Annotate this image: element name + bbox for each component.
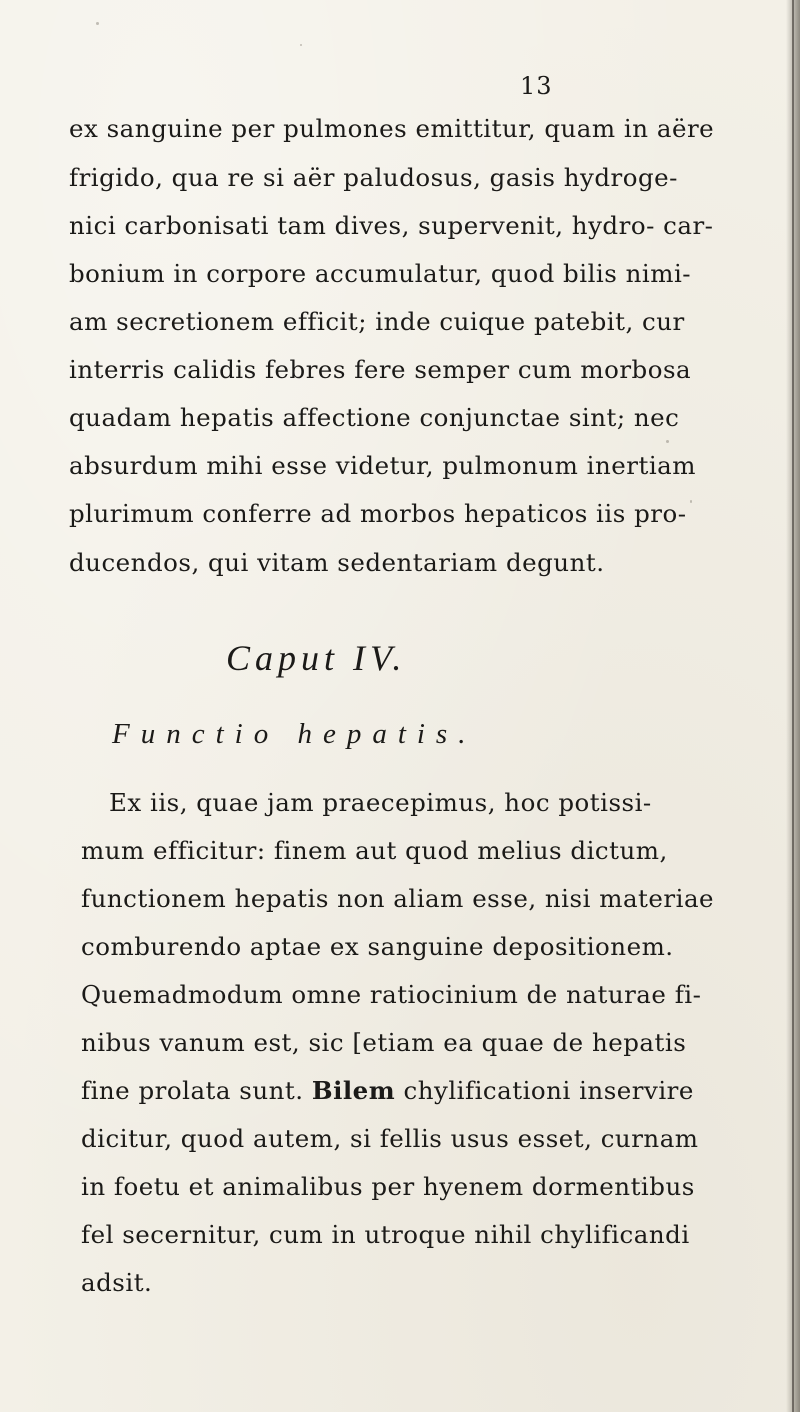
text-fragment-bold: Bilem: [311, 1076, 396, 1105]
paper-speck: [300, 44, 302, 46]
text-line: nici carbonisati tam dives, supervenit, hydro- car-: [69, 211, 714, 240]
text-line: [81, 1076, 694, 1105]
text-fragment: fine prolata sunt.: [81, 1076, 304, 1105]
text-line: dicitur, quod autem, si fellis usus esset, curnam: [81, 1124, 699, 1153]
text-line: am secretionem efficit; inde cuique patebit, cur: [69, 307, 685, 336]
text-line: mum efficitur: finem aut quod melius dictum,: [81, 836, 668, 865]
text-line: plurimum conferre ad morbos hepaticos iis pro-: [69, 499, 687, 528]
paper-speck: [96, 22, 99, 25]
chapter-title: Caput IV.: [226, 638, 407, 678]
text-line: ducendos, qui vitam sedentariam degunt.: [69, 548, 605, 577]
text-line: comburendo aptae ex sanguine depositionem.: [81, 932, 674, 961]
text-line: in foetu et animalibus per hyenem dormentibus: [81, 1172, 695, 1201]
section-title: Functio hepatis.: [112, 718, 477, 750]
text-line: adsit.: [81, 1268, 153, 1297]
text-fragment: chylificationi inservire: [403, 1076, 694, 1105]
text-line: bonium in corpore accumulatur, quod bilis nimi-: [69, 259, 692, 288]
text-line: functionem hepatis non aliam esse, nisi materiae: [81, 884, 715, 913]
paper-speck: [690, 500, 692, 503]
paper-speck: [666, 440, 669, 443]
text-line: ex sanguine per pulmones emittitur, quam in aëre: [69, 114, 715, 143]
text-line: interris calidis febres fere semper cum morbosa: [69, 355, 692, 384]
text-line: quadam hepatis affectione conjunctae sint; nec: [69, 403, 680, 432]
text-line: nibus vanum est, sic [etiam ea quae de hepatis: [81, 1028, 687, 1057]
text-line: Ex iis, quae jam praecepimus, hoc potissi-: [109, 788, 652, 817]
text-line: absurdum mihi esse videtur, pulmonum inertiam: [69, 451, 697, 480]
page-edge-line: [792, 0, 794, 1412]
text-line: frigido, qua re si aër paludosus, gasis hydroge-: [69, 163, 678, 192]
text-line: Quemadmodum omne ratiocinium de naturae fi-: [81, 980, 702, 1009]
page-number: 13: [520, 72, 553, 100]
text-line: fel secernitur, cum in utroque nihil chylificandi: [81, 1220, 690, 1249]
